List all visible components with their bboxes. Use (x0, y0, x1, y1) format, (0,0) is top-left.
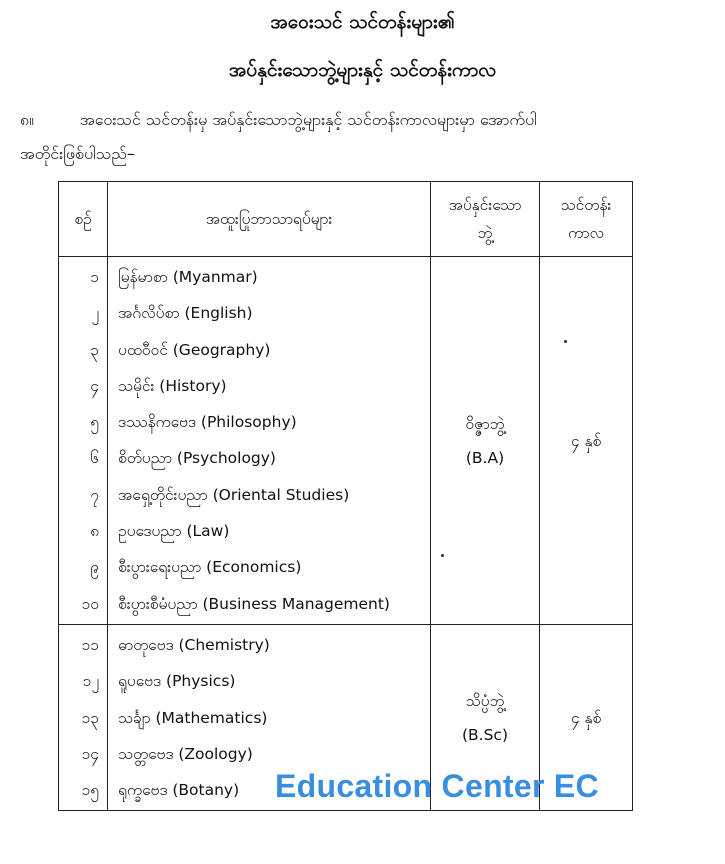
header-duration-line2: ကာလ (567, 224, 605, 242)
group-arts-duration (540, 257, 633, 625)
intro-paragraph-line2 (20, 137, 710, 171)
row-subject: ရုက္ခဗေဒ (Botany) (118, 781, 240, 800)
degree-name: ဝိဇ္ဇာဘွဲ့ (465, 414, 505, 433)
row-number: ၅ (90, 413, 99, 432)
header-degree-line2: ဘွဲ့ (477, 224, 493, 242)
scan-speck (441, 554, 444, 557)
row-number: ၈ (90, 522, 99, 541)
row-number: ၆ (90, 449, 99, 468)
row-number: ၁၁ (81, 636, 99, 654)
row-subject: မြန်မာစာ (Myanmar) (118, 268, 258, 286)
group-arts-subjects (108, 257, 431, 625)
intro-text-line2: အတိုင်းဖြစ်ပါသည်– (20, 144, 135, 163)
intro-paragraph-line1 (20, 103, 710, 137)
group-arts-degree (431, 257, 540, 625)
page-title-line1: အဝေးသင် သင်တန်းများ၏ (270, 11, 455, 33)
table-header-row (59, 182, 633, 257)
row-subject: ပထဝီဝင် (Geography) (118, 340, 271, 359)
page-title-line2: အပ်နှင်းသောဘွဲ့များနှင့် သင်တန်းကာလ (228, 59, 497, 81)
row-subject: စိတ်ပညာ (Psychology) (118, 449, 276, 468)
header-degree (431, 182, 540, 257)
degree-abbr: (B.Sc) (461, 725, 508, 744)
row-subject: သင်္ချာ (Mathematics) (118, 708, 268, 727)
duration-value: ၄ နှစ် (570, 431, 602, 450)
row-number: ၁၀ (81, 594, 99, 613)
row-number: ၁၂ (82, 672, 99, 691)
row-subject: ရူပဗေဒ (Physics) (118, 672, 236, 691)
row-number: ၇ (90, 485, 99, 504)
row-number: ၉ (90, 558, 99, 577)
row-subject: သမိုင်း (History) (118, 376, 227, 395)
degree-table (58, 181, 633, 811)
section-number: ၈။ (20, 110, 34, 129)
row-subject: အရှေ့တိုင်းပညာ (Oriental Studies) (118, 485, 350, 504)
row-number: ၁၃ (81, 708, 99, 727)
table-group-arts (59, 257, 633, 625)
row-subject: သတ္တဗေဒ (Zoology) (118, 744, 253, 763)
row-subject: ဒဿနိကဗေဒ (Philosophy) (118, 413, 297, 432)
watermark-text: Education Center EC (275, 768, 599, 804)
intro-text-line1: အဝေးသင် သင်တန်းမှ အပ်နှင်းသောဘွဲ့များနှင့် သင်တန်းကာလများမှာ အောက်ပါ (80, 110, 537, 129)
header-subjects: အထူးပြုဘာသာရပ်များ (108, 182, 431, 257)
group-science-numbers (59, 625, 108, 811)
degree-name: သိပ္ပံဘွဲ့ (465, 691, 505, 710)
degree-abbr: (B.A) (465, 448, 505, 467)
duration-value: ၄ နှစ် (570, 708, 602, 727)
header-duration (540, 182, 633, 257)
row-subject: စီးပွားစီမံပညာ (Business Management) (118, 594, 390, 613)
row-number: ၁ (90, 268, 99, 286)
row-number: ၂ (91, 304, 99, 323)
row-subject: စီးပွားရေးပညာ (Economics) (118, 558, 302, 577)
scan-speck (564, 340, 567, 343)
row-subject: ဓာတုဗေဒ (Chemistry) (118, 636, 270, 654)
row-subject: အင်္ဂလိပ်စာ (English) (118, 304, 253, 323)
row-number: ၁၅ (81, 781, 99, 800)
row-subject: ဥပဒေပညာ (Law) (118, 522, 230, 541)
header-no: စဉ် (59, 182, 108, 257)
header-degree-line1: အပ်နှင်းသော (448, 196, 522, 214)
row-number: ၃ (90, 340, 99, 359)
header-duration-line1: သင်တန်း (560, 196, 612, 214)
group-arts-numbers (59, 257, 108, 625)
row-number: ၁၄ (81, 744, 99, 763)
row-number: ၄ (90, 376, 99, 395)
